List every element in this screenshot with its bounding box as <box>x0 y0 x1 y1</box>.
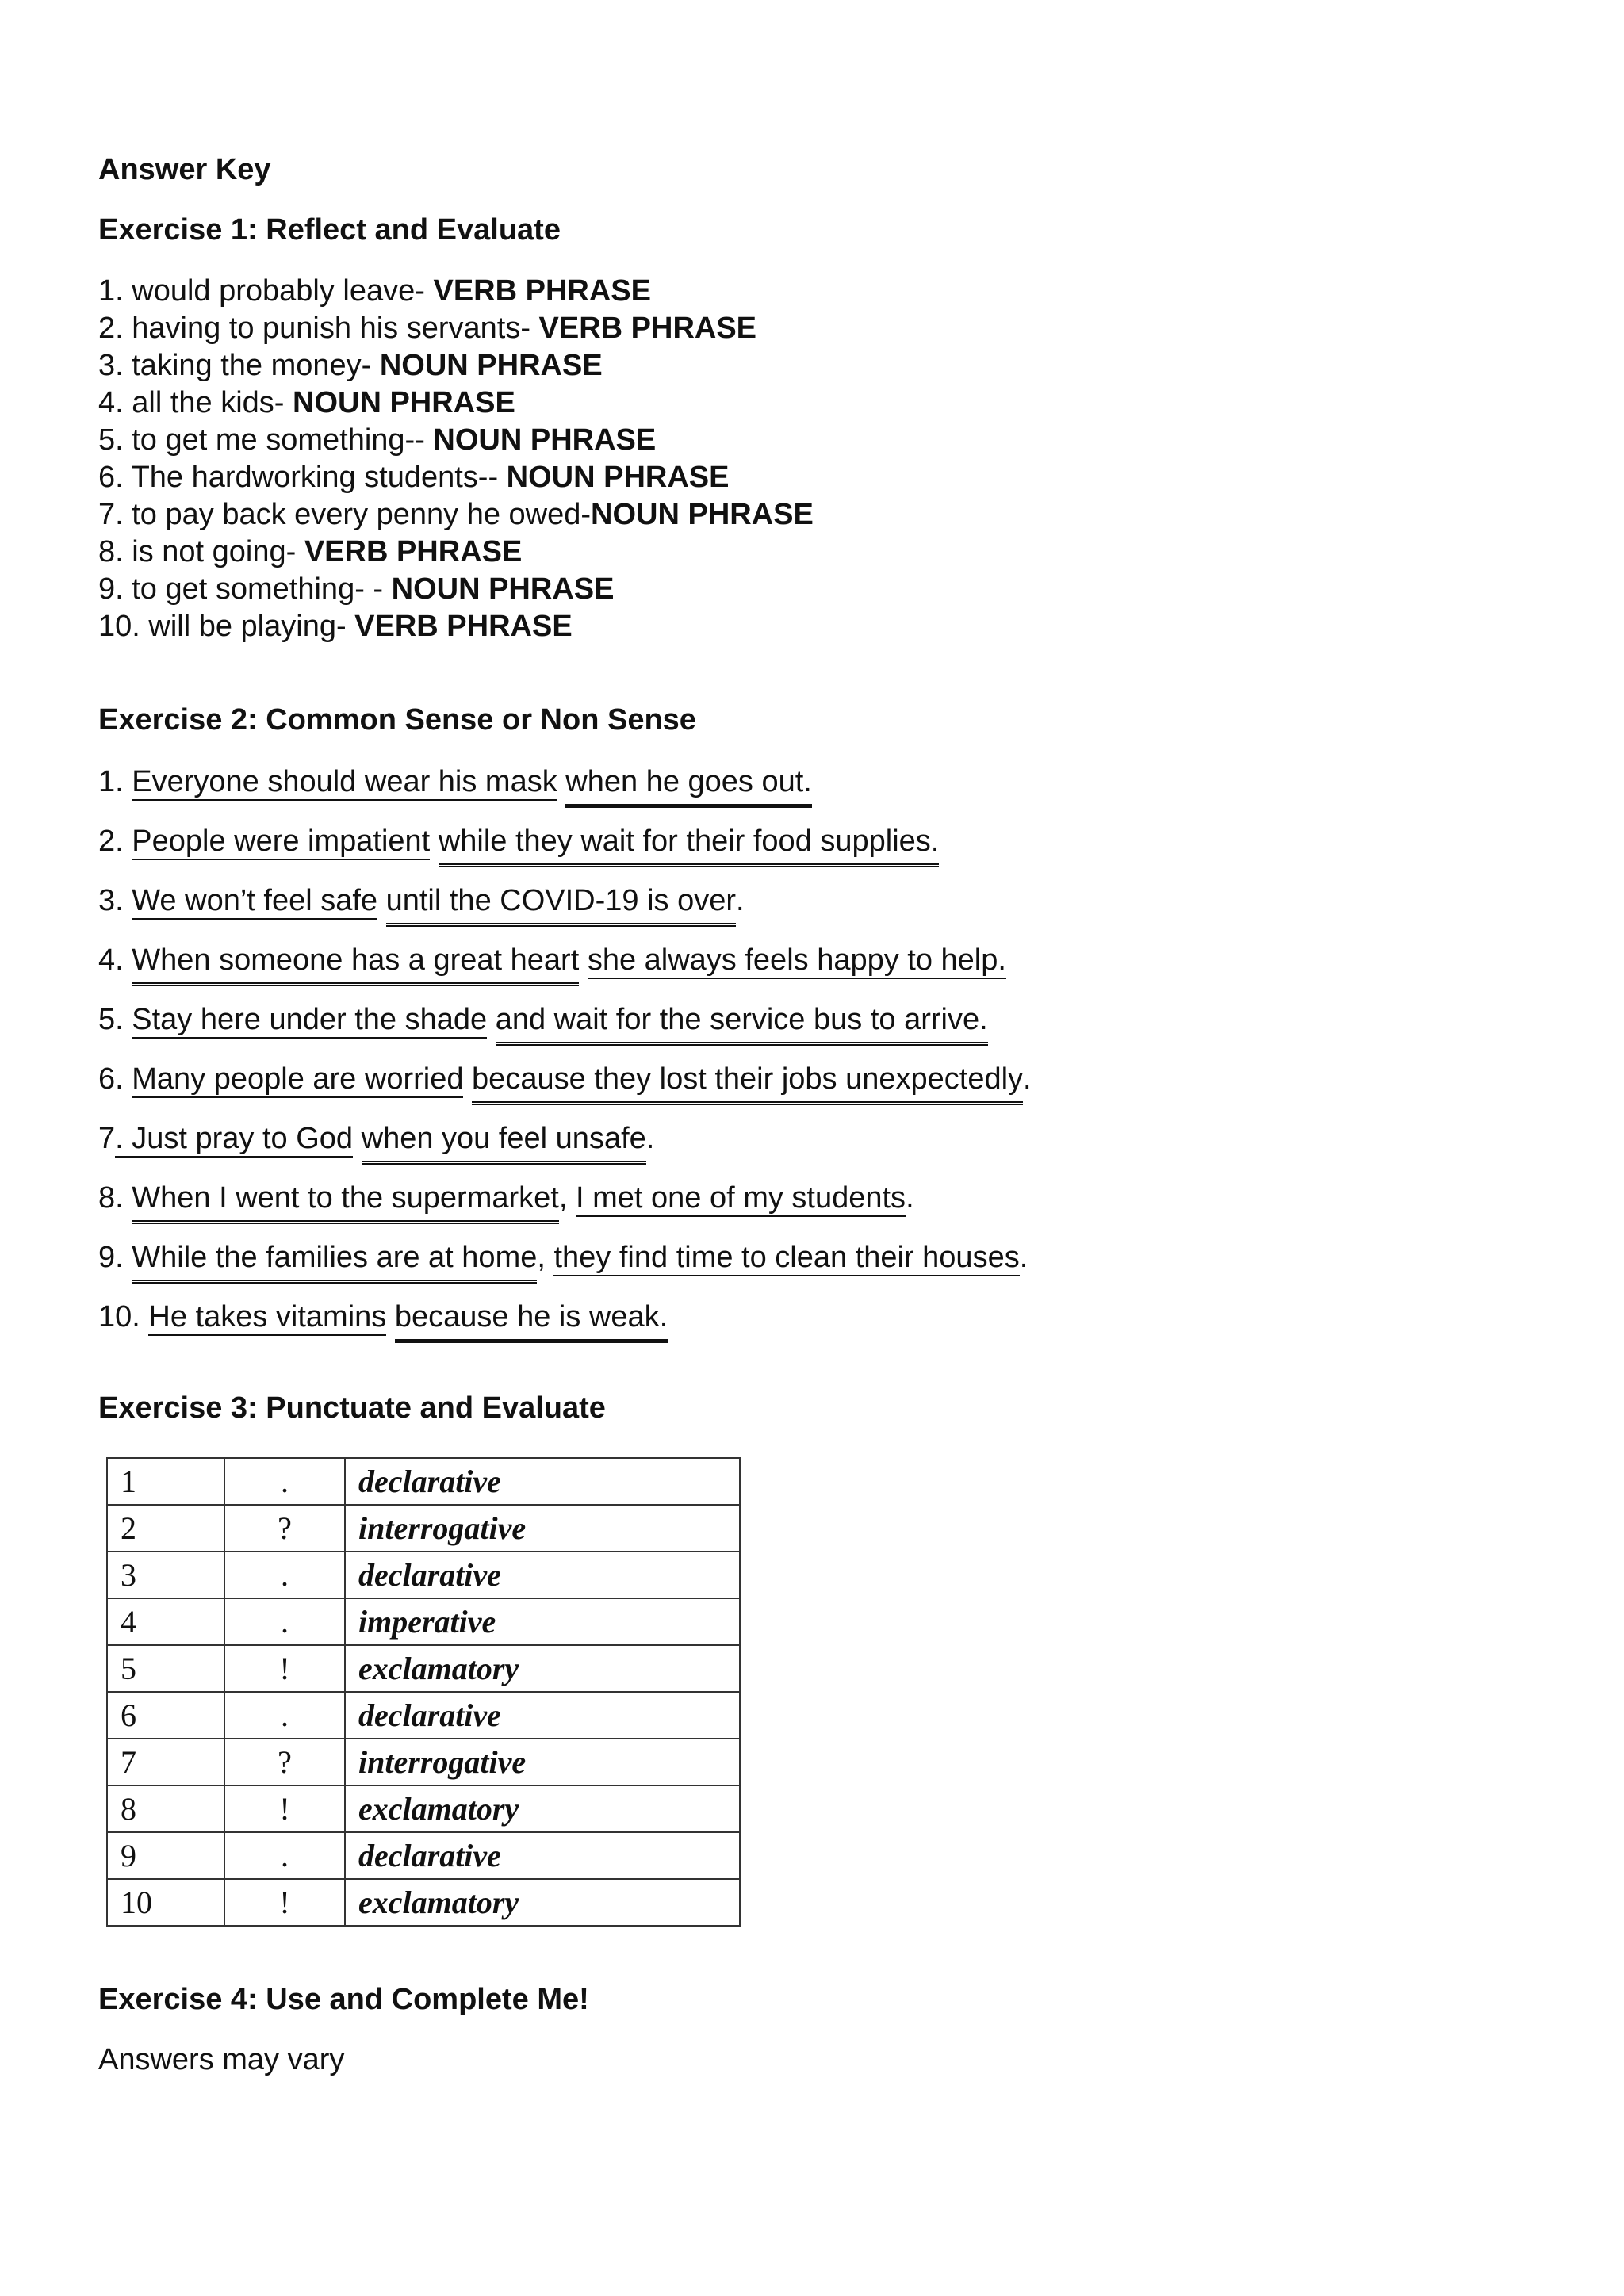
list-item: 7. Just pray to God when you feel unsafe. <box>98 1119 1032 1179</box>
exercise1-list <box>98 273 814 645</box>
list-item: 5. Stay here under the shade and wait for the service bus to arrive. <box>98 1001 1032 1060</box>
punctuation-table <box>106 1457 741 1927</box>
exercise1-heading: Exercise 1: Reflect and Evaluate <box>98 213 561 247</box>
list-item: 9. to get something- - NOUN PHRASE <box>98 572 615 606</box>
main-clause: Stay here under the shade <box>132 1002 487 1039</box>
table-row: 5 ! exclamatory <box>107 1645 740 1692</box>
list-item: 3. taking the money- NOUN PHRASE <box>98 349 603 382</box>
list-item: 4. When someone has a great heart she always feels happy to help. <box>98 941 1032 1001</box>
subordinate-clause: and wait for the service bus to arrive. <box>496 1002 988 1046</box>
page-title: Answer Key <box>98 153 271 186</box>
subordinate-clause: when you feel unsafe <box>362 1121 646 1165</box>
list-item: 8. When I went to the supermarket, I met one of my students. <box>98 1179 1032 1238</box>
main-clause: He takes vitamins <box>148 1299 386 1336</box>
list-item: 2. People were impatient while they wait for their food supplies. <box>98 822 1032 882</box>
main-clause: People were impatient <box>132 824 430 860</box>
list-item: 8. is not going- VERB PHRASE <box>98 535 523 568</box>
subordinate-clause: while they wait for their food supplies. <box>439 824 940 867</box>
list-item: 6. The hardworking students-- NOUN PHRASE <box>98 461 730 494</box>
subordinate-clause: because he is weak. <box>395 1299 668 1343</box>
table-row: 2 ? interrogative <box>107 1505 740 1552</box>
exercise4-body: Answers may vary <box>98 2043 345 2076</box>
main-clause: We won’t feel safe <box>132 883 377 920</box>
main-clause: I met one of my students <box>576 1181 906 1217</box>
main-clause: they find time to clean their houses <box>553 1240 1019 1276</box>
subordinate-clause: When I went to the supermarket <box>132 1181 559 1224</box>
main-clause: she always feels happy to help. <box>588 943 1006 979</box>
table-row: 10 ! exclamatory <box>107 1879 740 1926</box>
list-item: 7. to pay back every penny he owed-NOUN PHRASE <box>98 498 814 531</box>
list-item: 1. would probably leave- VERB PHRASE <box>98 274 651 308</box>
subordinate-clause: While the families are at home <box>132 1240 537 1284</box>
table-row: 9 . declarative <box>107 1832 740 1879</box>
exercise4-heading: Exercise 4: Use and Complete Me! <box>98 1983 589 2016</box>
list-item: 5. to get me something-- NOUN PHRASE <box>98 423 657 457</box>
exercise2-list <box>98 763 1032 1357</box>
table-row: 4 . imperative <box>107 1598 740 1645</box>
subordinate-clause: because they lost their jobs unexpectedly <box>472 1062 1023 1105</box>
main-clause: Everyone should wear his mask <box>132 764 557 801</box>
main-clause: . Just pray to God <box>115 1121 353 1158</box>
main-clause: Many people are worried <box>132 1062 463 1098</box>
list-item: 9. While the families are at home, they find time to clean their houses. <box>98 1238 1032 1298</box>
list-item: 4. all the kids- NOUN PHRASE <box>98 386 515 419</box>
list-item: 10. He takes vitamins because he is weak. <box>98 1298 1032 1357</box>
table-row: 7 ? interrogative <box>107 1739 740 1785</box>
table-row: 1 . declarative <box>107 1458 740 1505</box>
table-row: 6 . declarative <box>107 1692 740 1739</box>
subordinate-clause: When someone has a great heart <box>132 943 579 986</box>
subordinate-clause: when he goes out. <box>565 764 812 808</box>
list-item: 10. will be playing- VERB PHRASE <box>98 610 573 643</box>
table-row: 3 . declarative <box>107 1552 740 1598</box>
list-item: 1. Everyone should wear his mask when he goes out. <box>98 763 1032 822</box>
exercise3-heading: Exercise 3: Punctuate and Evaluate <box>98 1391 606 1425</box>
table-row: 8 ! exclamatory <box>107 1785 740 1832</box>
exercise2-heading: Exercise 2: Common Sense or Non Sense <box>98 703 696 737</box>
list-item: 2. having to punish his servants- VERB PHRASE <box>98 312 757 345</box>
subordinate-clause: until the COVID-19 is over <box>386 883 736 927</box>
list-item: 3. We won’t feel safe until the COVID-19 is over. <box>98 882 1032 941</box>
list-item: 6. Many people are worried because they lost their jobs unexpectedly. <box>98 1060 1032 1119</box>
